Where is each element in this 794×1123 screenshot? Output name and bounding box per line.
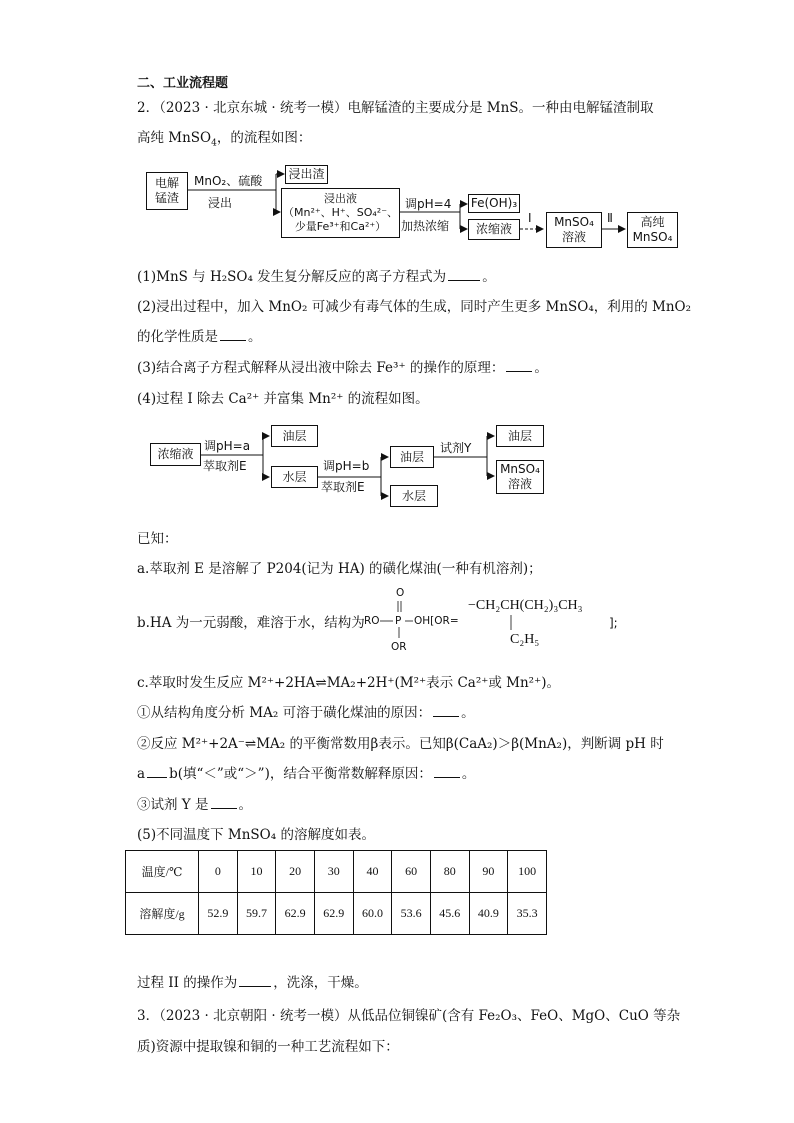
flow1-concentrate-box: 浓缩液 (468, 219, 520, 240)
known-c: c.萃取时发生反应 M²⁺+2HA⇌MA₂+2H⁺(M²⁺表示 Ca²⁺或 Mn²⁺)。 (137, 675, 560, 691)
q2-part5: (5)不同温度下 MnSO₄ 的溶解度如表。 (137, 827, 375, 843)
flow2-start-box: 浓缩液 (150, 443, 201, 466)
answer-blank (239, 985, 271, 987)
flow1-step-label: 浸出 (208, 196, 233, 210)
table-row: 温度/℃ 0 10 20 30 40 60 80 90 100 (126, 851, 547, 893)
q2-part2-line2: 的化学性质是 。 (137, 329, 262, 345)
q2-part3: (3)结合离子方程式解释从浸出液中除去 Fe³⁺ 的操作的原理： 。 (137, 360, 548, 376)
q2-number: 2． (137, 100, 160, 116)
q2-part4: (4)过程 I 除去 Ca²⁺ 并富集 Mn²⁺ 的流程如图。 (137, 391, 429, 407)
structure-chain: −CH₂CH(CH₂)₃CH₃ (468, 598, 583, 613)
subq-2-line1: ②反应 M²⁺+2A⁻⇌MA₂ 的平衡常数用β表示。已知β(CaA₂)＞β(MnA₂)，判断调 pH 时 (137, 736, 664, 752)
known-b: b.HA 为一元弱酸，难溶于水，结构为 (137, 615, 365, 631)
subq-2-line2: a b(填“＜”或“＞”)，结合平衡常数解释原因： 。 (137, 766, 476, 782)
flow2-reagent-y-label: 试剂Y (440, 441, 472, 455)
structure-ro: RO (364, 615, 380, 627)
solubility-table (125, 850, 547, 935)
flow2-extractant-e1-label: 萃取剂E (203, 459, 247, 473)
flow1-process-2-label: Ⅱ (607, 211, 613, 225)
flow2-mnso4-solution-box: MnSO₄ 溶液 (496, 460, 544, 494)
flow2-oil-layer-2-box: 油层 (390, 446, 434, 468)
q2-source: （2023 · 北京东城 · 统考一模） (159, 100, 348, 116)
flow2-water-layer-2-box: 水层 (390, 485, 438, 507)
flow1-precipitate-box: Fe(OH)₃ (468, 194, 520, 213)
flow1-process-1-label: I (528, 211, 532, 225)
q2-intro-text: 电解锰渣的主要成分是 MnS。一种由电解锰渣制取 (347, 100, 654, 116)
flow2-extractant-e2-label: 萃取剂E (321, 480, 365, 494)
flow1-residue-box: 浸出渣 (285, 165, 328, 184)
flow1-reagent-label: MnO₂、硫酸 (194, 174, 263, 188)
q3-intro-line2: 质)资源中提取镍和铜的一种工艺流程如下： (137, 1039, 399, 1055)
structure-branch: C₂H₅ (510, 632, 540, 647)
answer-blank (434, 776, 460, 778)
flow1-concentrate-label: 加热浓缩 (401, 219, 450, 233)
q3-number: 3． (137, 1008, 160, 1024)
flow1-mnso4-solution-box: MnSO₄ 溶液 (546, 212, 602, 248)
table-header-temperature: 温度/℃ (126, 851, 199, 893)
known-a: a.萃取剂 E 是溶解了 P204(记为 HA) 的磺化煤油(一种有机溶剂)； (137, 561, 542, 577)
q2-intro-line2: 高纯 MnSO$_4$，的流程如图： (137, 130, 312, 149)
flow1-adjust-label: 调pH=4 (405, 197, 452, 211)
structure-end: ]; (609, 616, 618, 630)
q3-source: （2023 · 北京朝阳 · 统考一模） (159, 1008, 348, 1024)
table-row: 溶解度/g 52.9 59.7 62.9 62.9 60.0 53.6 45.6 40.9 35.3 (126, 893, 547, 935)
flow2-oil-layer-1-box: 油层 (271, 425, 318, 447)
answer-blank (433, 715, 459, 717)
flow1-filtrate-box: 浸出液 （Mn²⁺、H⁺、SO₄²⁻、 少量Fe³⁺和Ca²⁺） (281, 188, 400, 238)
subq-3: ③试剂 Y 是 。 (137, 797, 252, 813)
flow1-final-box: 高纯 MnSO₄ (627, 212, 678, 248)
flow2-adjust-a-label: 调pH=a (204, 439, 251, 453)
q3-intro-line1: 3．（2023 · 北京朝阳 · 统考一模）从低品位铜镍矿(含有 Fe₂O₃、FeO、MgO、CuO 等杂 (137, 1008, 681, 1024)
structure-o-top: O (396, 587, 405, 599)
q2-part1: (1)MnS 与 H₂SO₄ 发生复分解反应的离子方程式为 。 (137, 269, 496, 285)
q2-part2-line1: (2)浸出过程中，加入 MnO₂ 可减少有毒气体的生成，同时产生更多 MnSO₄，利用的 MnO₂ (137, 299, 692, 315)
answer-blank (147, 776, 167, 778)
section-title: 二、工业流程题 (137, 76, 229, 91)
structure-p: P (395, 615, 402, 627)
answer-blank (211, 807, 237, 809)
known-heading: 已知： (137, 531, 178, 547)
structure-oh: OH[OR= (414, 615, 459, 627)
table-header-solubility: 溶解度/g (126, 893, 199, 935)
subq-1: ①从结构角度分析 MA₂ 可溶于磺化煤油的原因： 。 (137, 705, 475, 721)
flow1-start-box: 电解 锰渣 (146, 172, 188, 210)
q2-process2-operation: 过程 II 的操作为 ，洗涤，干燥。 (137, 975, 368, 991)
flow2-water-layer-1-box: 水层 (271, 466, 318, 488)
flow2-adjust-b-label: 调pH=b (323, 459, 370, 473)
flow2-oil-layer-3-box: 油层 (496, 425, 544, 447)
structure-or-bottom: OR (391, 641, 407, 653)
